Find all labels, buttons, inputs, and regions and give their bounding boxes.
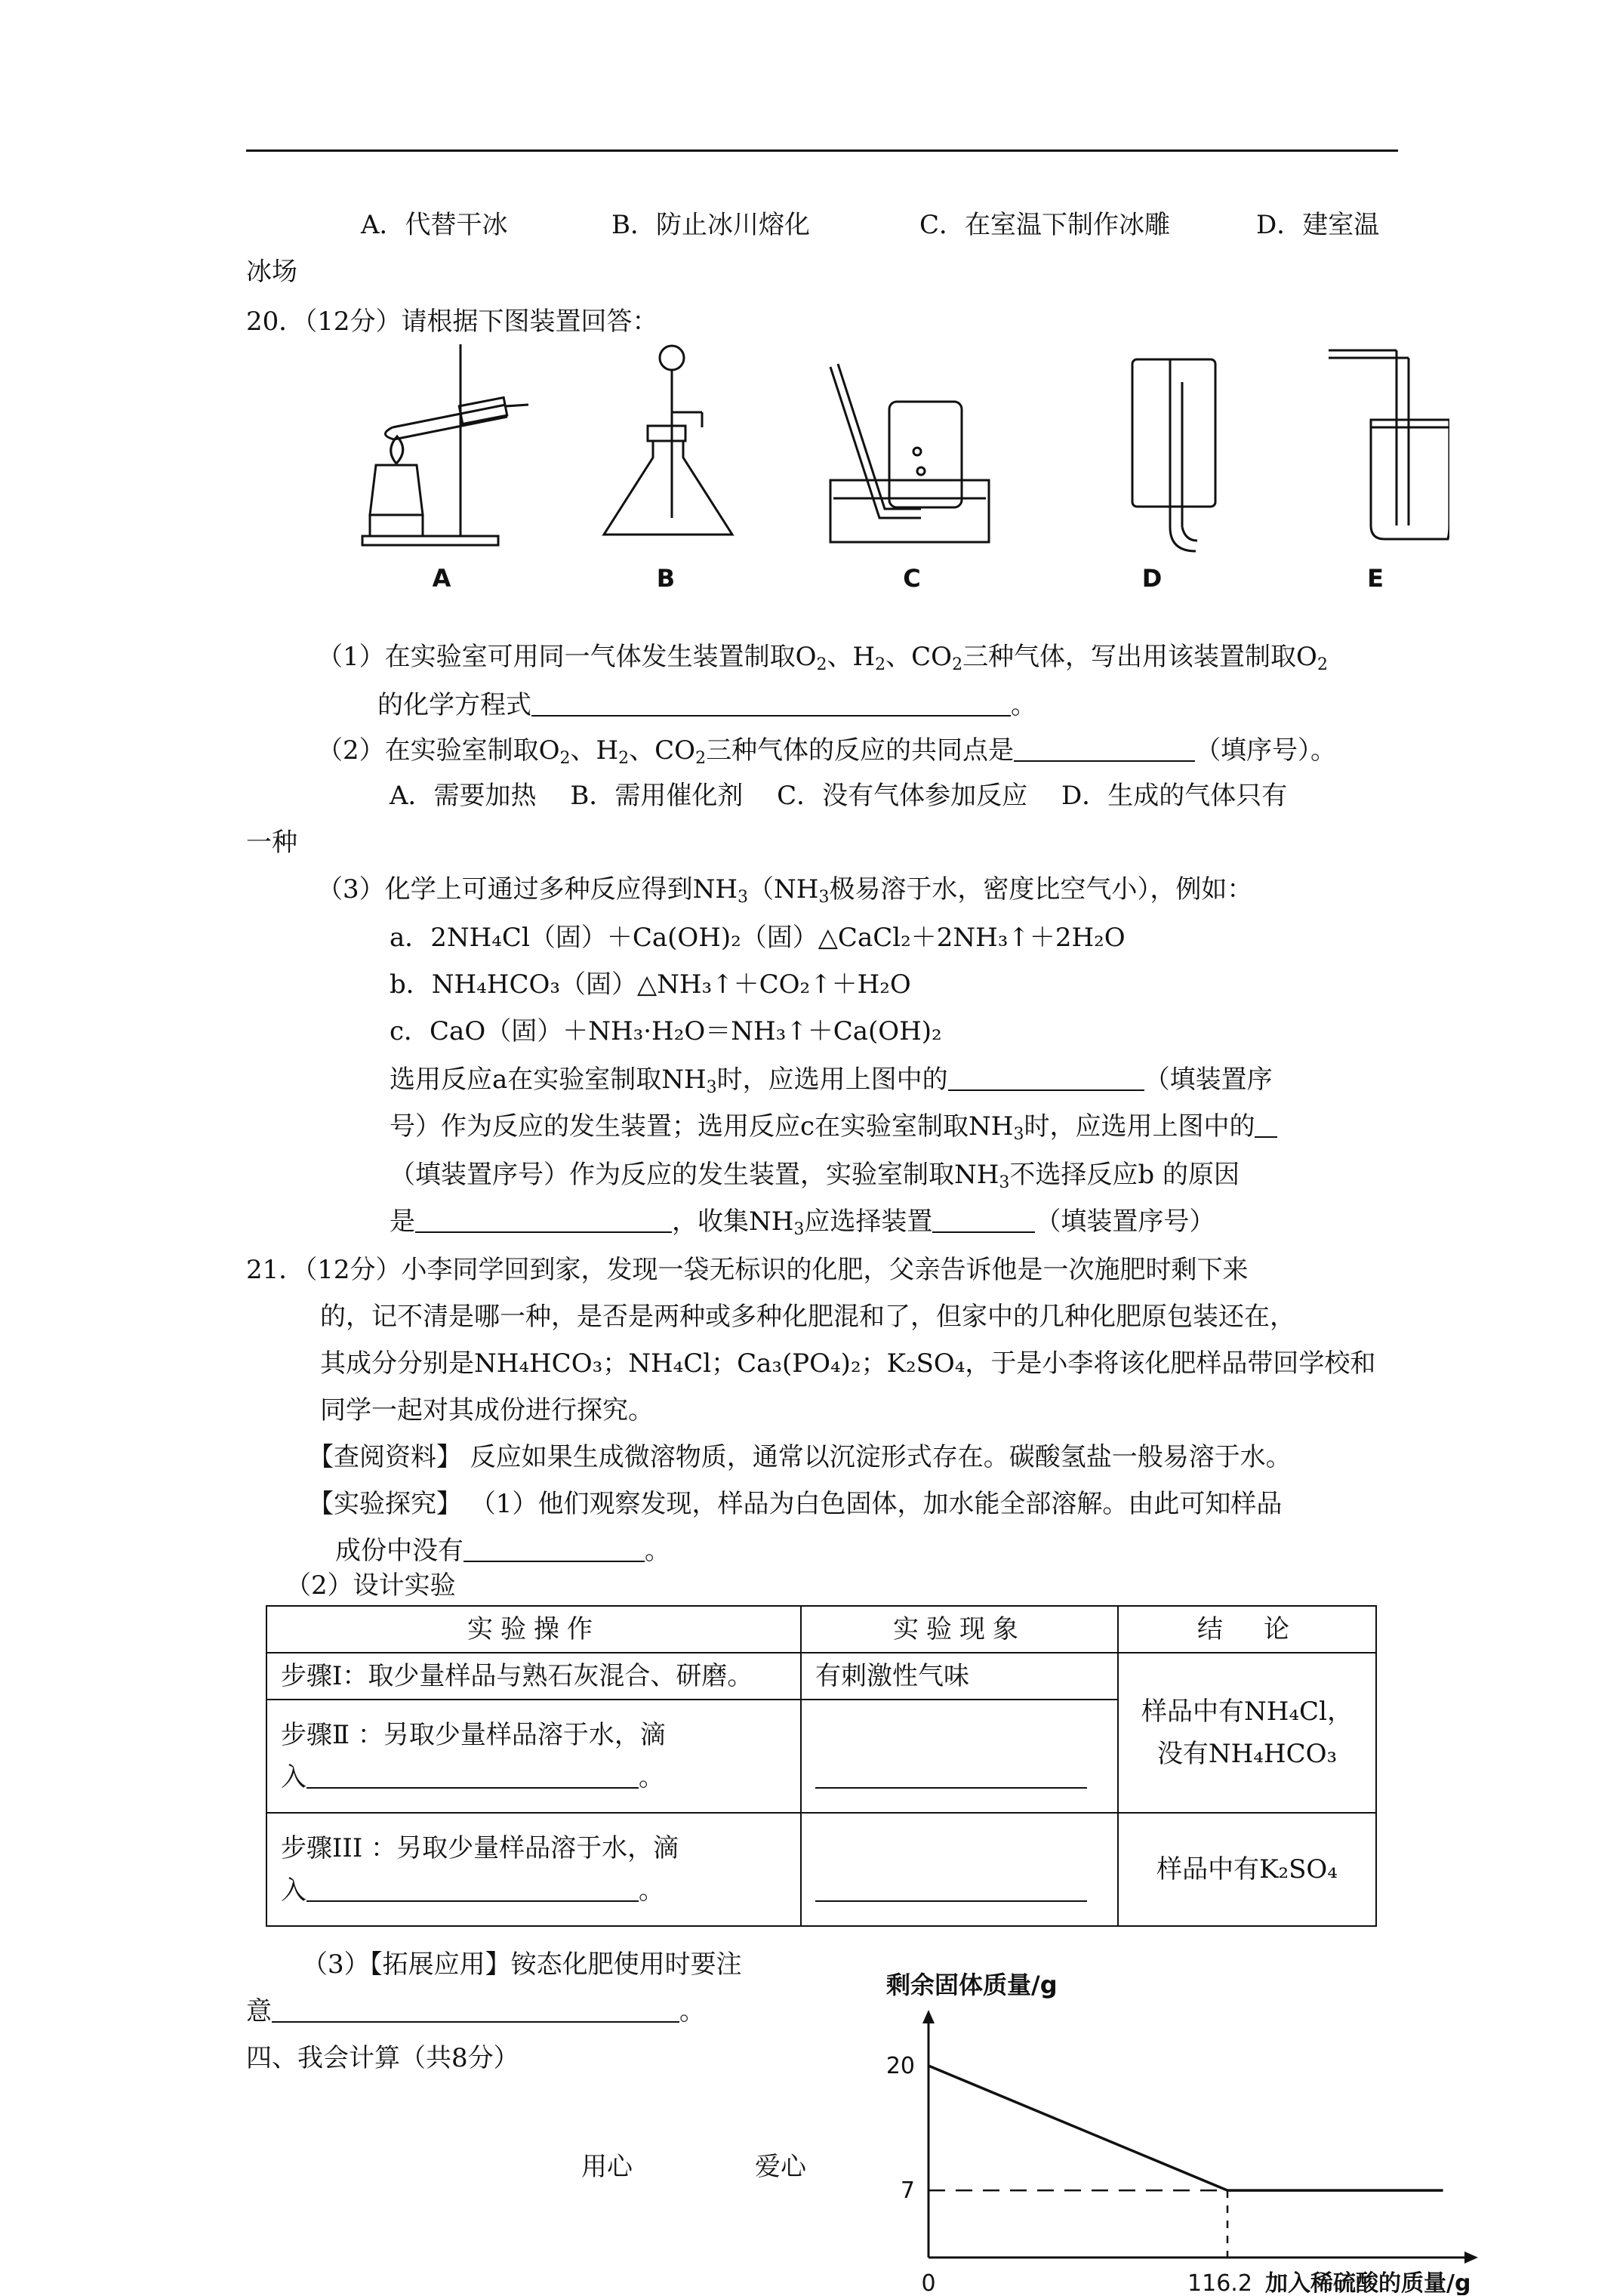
chart-x-tick-0: 0 xyxy=(921,2270,936,2295)
chart-y-tick-7: 7 xyxy=(900,2177,915,2205)
experiment-table xyxy=(266,1605,1377,1927)
answer-blank[interactable] xyxy=(815,1757,1087,1789)
q21-experiment1: 【实验探究】 （1）他们观察发现，样品为白色固体，加水能全部溶解。由此可知样品 xyxy=(308,1489,1283,1519)
q21-line3: 其成分分别是NH₄HCO₃；NH₄Cl；Ca₃(PO₄)₂；K₂SO₄，于是小李将该化肥样品带回学校和 xyxy=(320,1348,1376,1379)
answer-blank[interactable] xyxy=(1014,730,1195,762)
apparatus-d xyxy=(1132,359,1215,551)
step2-operation: 步骤Ⅱ ：另取少量样品溶于水，滴 入 。 xyxy=(266,1700,801,1813)
apparatus-e xyxy=(1329,350,1449,539)
footer-left: 用心 xyxy=(581,2152,633,2182)
chart-y-axis-label: 剩余固体质量/g xyxy=(886,1971,1058,1999)
apparatus-a xyxy=(362,344,528,545)
q20-part3: （3）化学上可通过多种反应得到$NH_3(NH_3$极易溶于水，密度比空气小），例如： xyxy=(317,874,1253,907)
mass-chart xyxy=(868,1963,1510,2295)
step3-conclusion: 样品中有K₂SO₄ xyxy=(1118,1813,1376,1926)
answer-blank[interactable] xyxy=(306,1870,639,1902)
q21-extension-line2: 意 。 xyxy=(246,1989,705,2034)
q19-option-b: B．防止冰川熔化 xyxy=(611,210,810,240)
answer-blank[interactable] xyxy=(948,1059,1144,1091)
q19-option-d: D．建室温 xyxy=(1256,210,1380,240)
answer-blank[interactable] xyxy=(531,685,1011,717)
table-header-operation: 实验操作 xyxy=(266,1606,801,1653)
q21-line4: 同学一起对其成份进行探究。 xyxy=(320,1395,654,1425)
q21-line2: 的，记不清是哪一种，是否是两种或多种化肥混和了，但家中的几种化肥原包装还在， xyxy=(320,1302,1295,1332)
reaction-b: b．NH₄HCO₃（固）△NH₃↑＋CO₂↑＋H₂O xyxy=(390,969,911,1000)
q20-header: 20．（12分）请根据下图装置回答： xyxy=(246,307,658,337)
apparatus-label-e: E xyxy=(1367,564,1384,593)
chart-x-arrow-icon xyxy=(1464,2251,1478,2264)
table-header-phenomenon: 实验现象 xyxy=(801,1606,1118,1653)
q20-part2: （2）在实验室制取$O_2$、$H_2$、$CO_2$三种气体的反应的共同点是 （填序号）。 xyxy=(317,728,1336,773)
step12-conclusion: 样品中有NH₄Cl， 没有NH₄HCO₃ xyxy=(1118,1653,1376,1813)
q21-experiment1-line2: 成份中没有 。 xyxy=(335,1528,670,1573)
footer-right: 爱心 xyxy=(755,2152,806,2182)
q20-part3-s1: 选用反应a在实验室制取$NH_3$时，应选用上图中的 （填装置序 xyxy=(390,1057,1273,1102)
table-header-conclusion: 结 论 xyxy=(1118,1606,1376,1653)
apparatus-c xyxy=(830,364,989,542)
q21-reference: 【查阅资料】 反应如果生成微溶物质，通常以沉淀形式存在。碳酸氢盐一般易溶于水。 xyxy=(308,1442,1292,1472)
answer-blank[interactable] xyxy=(415,1201,672,1233)
answer-blank[interactable] xyxy=(463,1530,645,1562)
step1-phenomenon: 有刺激性气味 xyxy=(801,1653,1118,1700)
chart-y-tick-20: 20 xyxy=(885,2053,915,2079)
step2-phenomenon xyxy=(801,1700,1118,1813)
q19-option-c: C．在室温下制作冰雕 xyxy=(919,210,1171,240)
chart-x-tick-116: 116.2 xyxy=(1187,2270,1252,2295)
answer-blank[interactable] xyxy=(1255,1106,1277,1138)
header-rule xyxy=(246,149,1398,152)
chart-x-axis-label: 加入稀硫酸的质量/g xyxy=(1265,2270,1471,2295)
apparatus-figure xyxy=(347,337,1449,563)
apparatus-label-c: C xyxy=(903,564,921,593)
q21-design: （2）设计实验 xyxy=(285,1570,456,1601)
chart-series-line xyxy=(929,2066,1443,2190)
step3-phenomenon xyxy=(801,1813,1118,1926)
q20-part1-line1: （1）在实验室可用同一气体发生装置制取$O_2$、$H_2$、$CO_2$三种气体，写出用该装置制取$O_2$ xyxy=(317,642,1328,674)
apparatus-b xyxy=(604,346,732,535)
q20-part2-options: A．需要加热 B．需用催化剂 C．没有气体参加反应 D．生成的气体只有 xyxy=(390,781,1288,811)
answer-blank[interactable] xyxy=(306,1757,639,1789)
q20-part2-options-wrap: 一种 xyxy=(246,827,297,858)
reaction-a: a．2NH₄Cl（固）＋Ca(OH)₂（固）△CaCl₂＋2NH₃↑＋2H₂O xyxy=(390,923,1126,953)
q21-extension: （3）【拓展应用】铵态化肥使用时要注 xyxy=(302,1949,742,1980)
step3-operation: 步骤III ：另取少量样品溶于水，滴 入 。 xyxy=(266,1813,801,1926)
section-4-heading: 四、我会计算（共8分） xyxy=(246,2043,519,2073)
q21-line1: 21．（12分）小李同学回到家，发现一袋无标识的化肥，父亲告诉他是一次施肥时剩下来 xyxy=(246,1255,1249,1285)
apparatus-label-a: A xyxy=(432,564,451,593)
step1-operation: 步骤Ⅰ：取少量样品与熟石灰混合、研磨。 xyxy=(266,1653,801,1700)
apparatus-label-b: B xyxy=(656,564,676,593)
reaction-c: c．CaO（固）＋NH₃·H₂O＝NH₃↑＋Ca(OH)₂ xyxy=(390,1016,942,1046)
chart-y-arrow-icon xyxy=(922,2010,935,2023)
answer-blank[interactable] xyxy=(815,1870,1087,1902)
q20-part3-s3: （填装置序号）作为反应的发生装置，实验室制取$NH_3$不选择反应b 的原因 xyxy=(390,1160,1240,1192)
answer-blank[interactable] xyxy=(272,1991,679,2023)
q19-option-a: A．代替干冰 xyxy=(361,210,508,240)
q20-part3-s2: 号）作为反应的发生装置；选用反应c在实验室制取$NH_3$时，应选用上图中的 xyxy=(390,1104,1277,1149)
apparatus-label-d: D xyxy=(1141,564,1163,593)
q20-part1-line2: 的化学方程式 。 xyxy=(377,683,1036,728)
q19-option-d-wrap: 冰场 xyxy=(246,257,297,287)
answer-blank[interactable] xyxy=(932,1201,1035,1233)
q20-part3-s4: 是 ，收集$NH_3$应选择装置 （填装置序号） xyxy=(390,1199,1215,1244)
